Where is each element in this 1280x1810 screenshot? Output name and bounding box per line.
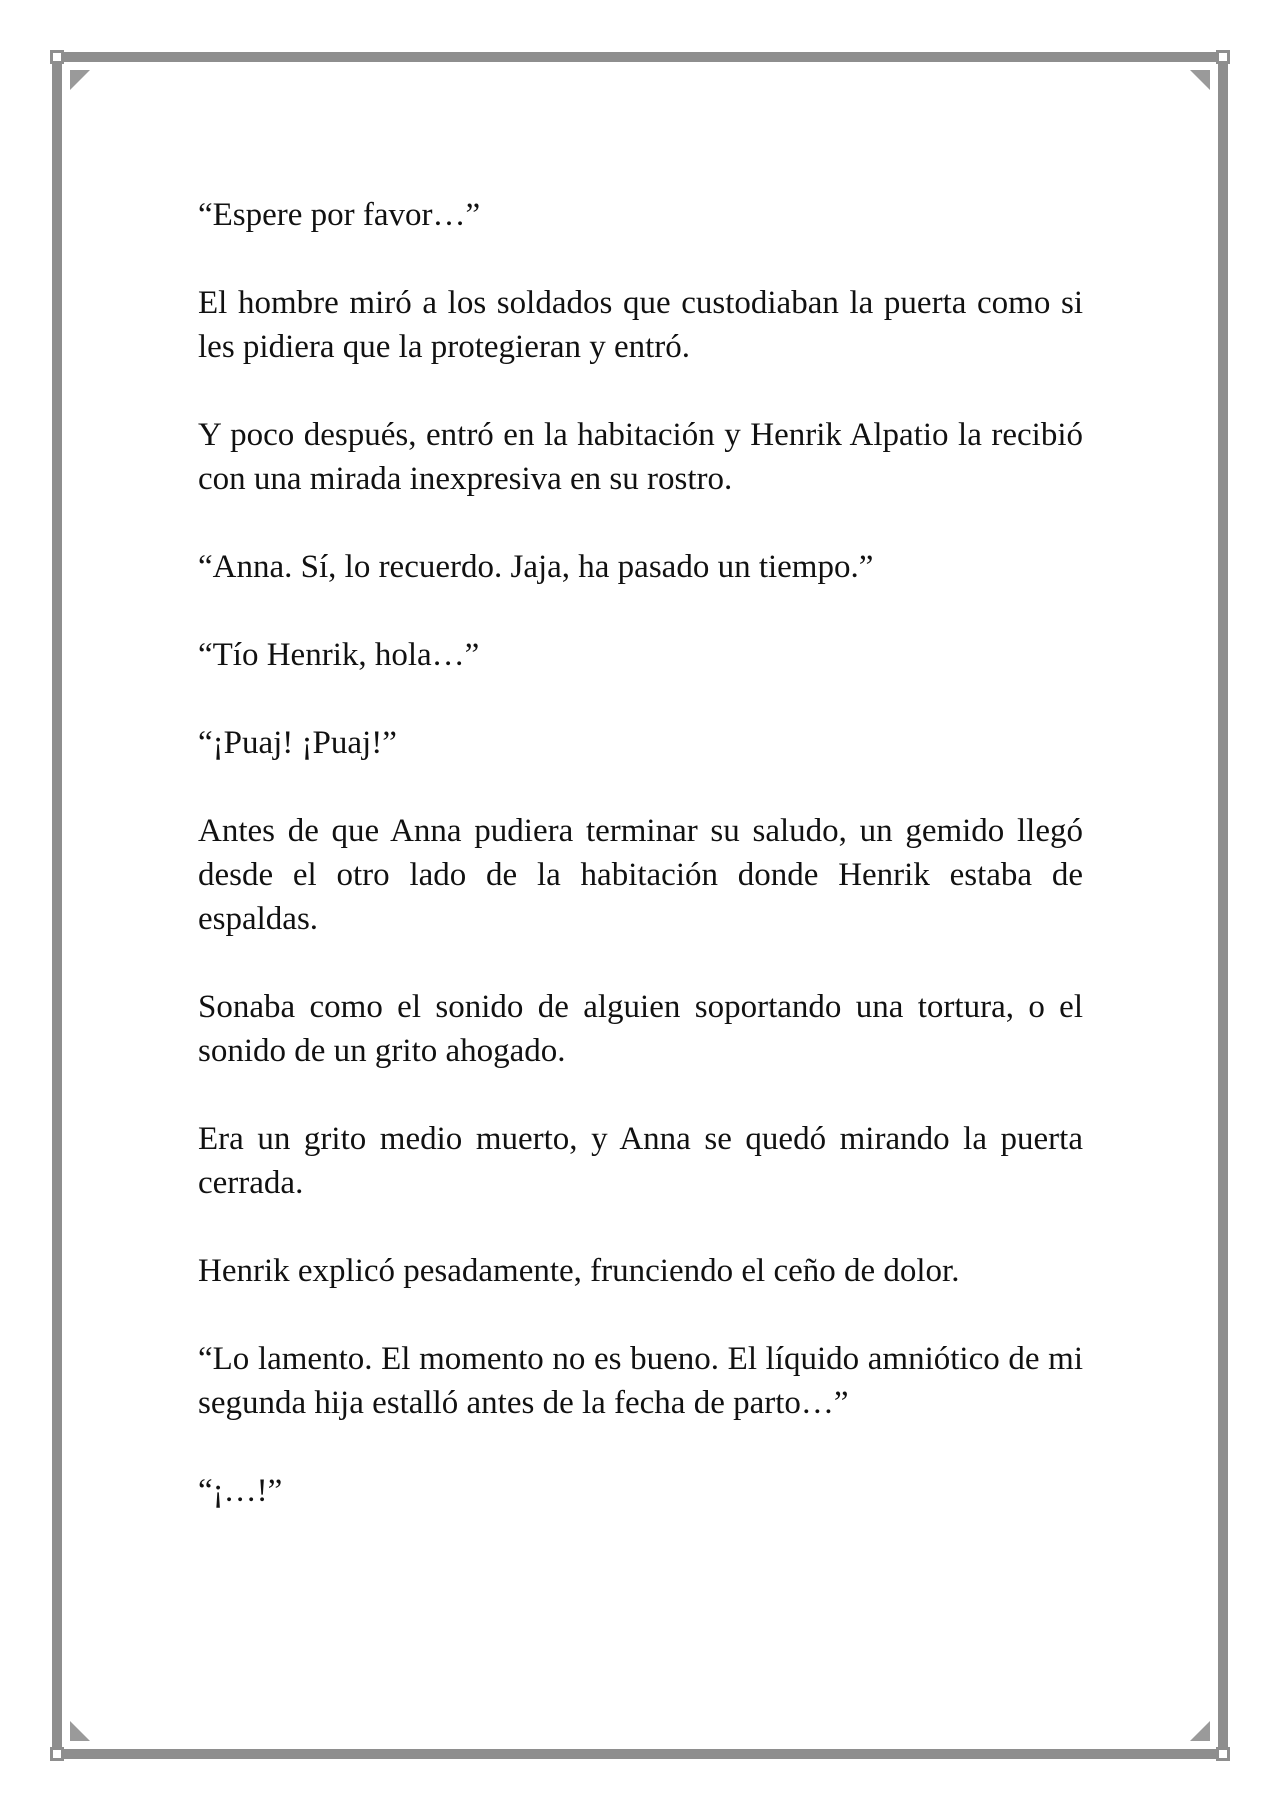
paragraph: Y poco después, entró en la habitación y Henrik Alpatio la recibió con una mirada inexpresiva en su rostro. — [198, 417, 1083, 497]
paragraph: Antes de que Anna pudiera terminar su saludo, un gemido llegó desde el otro lado de la habitación donde Henrik estaba de espaldas. — [198, 813, 1083, 937]
paragraph: Henrik explicó pesadamente, frunciendo el ceño de dolor. — [198, 1253, 960, 1289]
paragraph: “Espere por favor…” — [198, 197, 481, 233]
corner-triangle-top-left — [70, 70, 90, 90]
frame-border-top — [58, 52, 1222, 62]
corner-ornament-bottom-right — [1216, 1747, 1230, 1761]
document-body — [198, 193, 1083, 1557]
paragraph: “Anna. Sí, lo recuerdo. Jaja, ha pasado un tiempo.” — [198, 549, 874, 585]
paragraph: El hombre miró a los soldados que custodiaban la puerta como si les pidiera que la protegieran y entró. — [198, 285, 1083, 365]
frame-border-bottom — [58, 1749, 1222, 1759]
frame-border-right — [1218, 58, 1228, 1753]
paragraph: “¡Puaj! ¡Puaj!” — [198, 725, 397, 761]
corner-triangle-top-right — [1190, 70, 1210, 90]
paragraph: Sonaba como el sonido de alguien soportando una tortura, o el sonido de un grito ahogado. — [198, 989, 1083, 1069]
corner-triangle-bottom-right — [1190, 1721, 1210, 1741]
frame-border-left — [52, 58, 62, 1753]
corner-ornament-top-right — [1216, 50, 1230, 64]
paragraph: Era un grito medio muerto, y Anna se quedó mirando la puerta cerrada. — [198, 1121, 1083, 1201]
corner-ornament-top-left — [50, 50, 64, 64]
paragraph: “¡…!” — [198, 1473, 283, 1509]
paragraph: “Tío Henrik, hola…” — [198, 637, 480, 673]
corner-ornament-bottom-left — [50, 1747, 64, 1761]
corner-triangle-bottom-left — [70, 1721, 90, 1741]
paragraph: “Lo lamento. El momento no es bueno. El líquido amniótico de mi segunda hija estalló antes de la fecha de parto…” — [198, 1341, 1083, 1421]
